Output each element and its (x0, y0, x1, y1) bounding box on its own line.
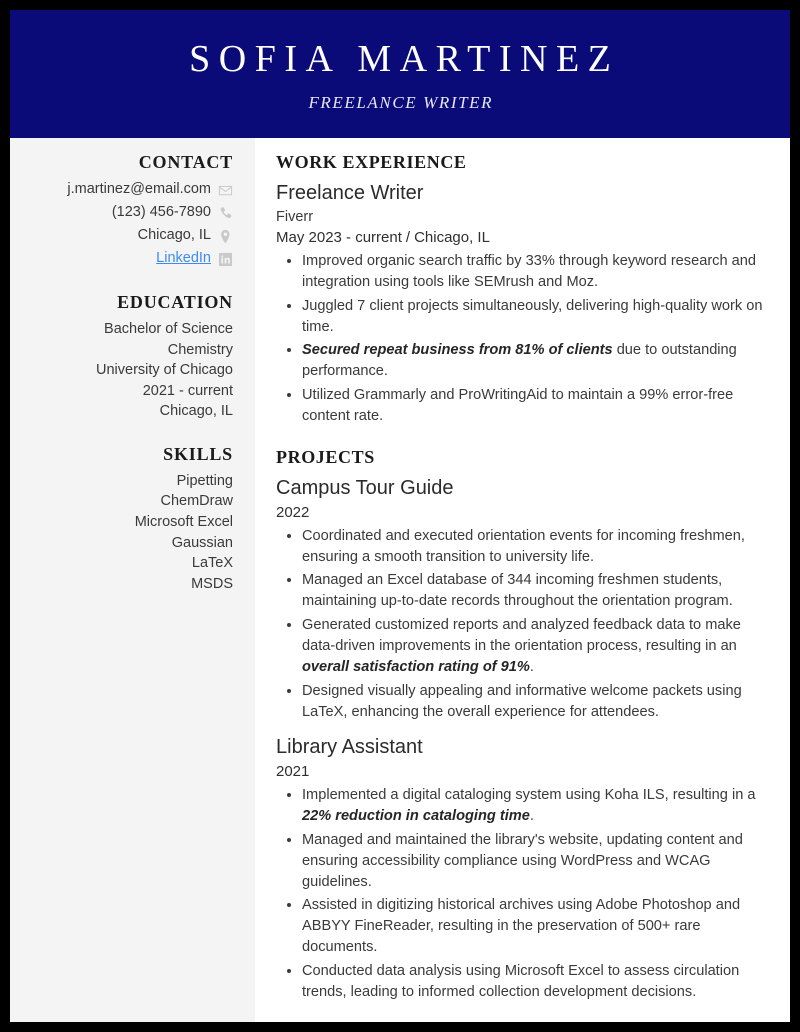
phone-icon (218, 206, 233, 221)
education-heading: EDUCATION (117, 292, 233, 312)
bullet-text: Managed and maintained the library's website, updating content and ensuring accessibility compliance using WordPress and WCAG guidelines. (302, 831, 743, 890)
work-experience-section (276, 152, 766, 427)
bullet-item (302, 895, 766, 958)
candidate-name: SOFIA MARTINEZ (189, 37, 620, 80)
bullet-item (302, 570, 766, 612)
entry-dates-location (276, 502, 766, 524)
skills-section (22, 444, 233, 594)
entry-dates: 2021 (276, 763, 310, 781)
bullet-text: Implemented a digital cataloging system using Koha ILS, resulting in a (302, 787, 756, 804)
contact-heading: CONTACT (138, 152, 233, 172)
sidebar (10, 138, 255, 1022)
resume-header (10, 10, 790, 138)
bullet-highlight: overall satisfaction rating of 91% (302, 658, 530, 675)
contact-value: Chicago, IL (137, 227, 211, 244)
envelope-icon (218, 183, 233, 198)
education-list (22, 319, 233, 422)
skills-list (22, 471, 233, 594)
entry-bullet-list (276, 785, 766, 1003)
entry-separator: / (405, 229, 411, 247)
bullet-text-tail: due to outstanding performance. (302, 342, 737, 380)
entry-company: Fiverr (276, 209, 314, 225)
bullet-text-tail: . (529, 808, 534, 825)
contact-item[interactable] (22, 248, 233, 270)
bullet-item (302, 615, 766, 678)
contact-item[interactable] (22, 225, 233, 247)
bullet-text: Conducted data analysis using Microsoft Excel to assess circulation trends, leading to informed collection development decisions. (302, 963, 740, 1000)
work-experience-heading: WORK EXPERIENCE (276, 152, 467, 172)
entry-title: Library Assistant (276, 736, 423, 759)
skill-item: Gaussian (171, 534, 233, 551)
bullet-text: Coordinated and executed orientation events for incoming freshmen, ensuring a smooth transition to university life. (302, 527, 745, 565)
bullet-highlight: Secured repeat business from 81% of clients (302, 342, 613, 359)
contact-item[interactable] (22, 202, 233, 224)
bullet-item (302, 340, 766, 382)
experience-entry (276, 475, 766, 722)
bullet-highlight: 22% reduction in cataloging time (302, 808, 530, 825)
location-pin-icon (218, 229, 233, 244)
bullet-text-tail: . (529, 658, 534, 675)
linkedin-icon (218, 252, 233, 267)
education-line: Chemistry (167, 341, 233, 358)
resume-page (10, 10, 790, 1022)
entry-dates: 2022 (276, 503, 310, 521)
skill-item: Microsoft Excel (134, 514, 233, 531)
entry-dates-location (276, 761, 766, 783)
bullet-text: Assisted in digitizing historical archives using Adobe Photoshop and ABBYY FineReader, resulting in the preservation of 500+ rare documents. (302, 897, 741, 956)
projects-entries (276, 475, 766, 1003)
bullet-text: Generated customized reports and analyzed feedback data to make data-driven improvements in the orientation process, resulting in an (302, 617, 741, 654)
contact-item[interactable] (22, 179, 233, 201)
bullet-text: Utilized Grammarly and ProWritingAid to maintain a 99% error-free content rate. (302, 387, 734, 425)
contact-value: j.martinez@email.com (67, 181, 211, 198)
bullet-text: Managed an Excel database of 344 incoming freshmen students, maintaining up-to-date records throughout the orientation program. (302, 572, 733, 610)
bullet-text: Designed visually appealing and informative welcome packets using LaTeX, enhancing the overall experience for attendees. (302, 682, 742, 720)
entry-location: Chicago, IL (414, 229, 490, 247)
contact-link[interactable]: LinkedIn (156, 250, 211, 267)
skills-heading: SKILLS (163, 443, 233, 464)
entry-bullet-list (276, 251, 766, 427)
bullet-item (302, 251, 766, 293)
bullet-item (302, 830, 766, 893)
experience-entry (276, 180, 766, 427)
skill-item: ChemDraw (160, 493, 233, 510)
education-line: Chicago, IL (159, 403, 233, 420)
entry-title: Freelance Writer (276, 182, 424, 204)
bullet-item (302, 681, 766, 723)
projects-section (276, 447, 766, 1003)
contact-value: (123) 456-7890 (111, 204, 211, 221)
bullet-item (302, 785, 766, 827)
education-line: 2021 - current (142, 382, 233, 399)
skill-item: Pipetting (176, 472, 233, 489)
resume-body (10, 138, 790, 1022)
entry-dates-location (276, 227, 766, 249)
education-section (22, 292, 233, 422)
projects-heading: PROJECTS (276, 446, 375, 467)
entry-dates: May 2023 - current (276, 229, 402, 247)
skill-item: LaTeX (191, 555, 233, 572)
education-line: Bachelor of Science (104, 321, 233, 337)
entry-title: Campus Tour Guide (276, 476, 454, 499)
bullet-item (302, 526, 766, 568)
contact-list (22, 179, 233, 270)
candidate-job-title: FREELANCE WRITER (308, 93, 494, 113)
education-line: University of Chicago (96, 362, 233, 379)
bullet-item (302, 961, 766, 1003)
entry-bullet-list (276, 526, 766, 723)
bullet-text: Juggled 7 client projects simultaneously, delivering high-quality work on time. (302, 297, 763, 335)
bullet-text: Improved organic search traffic by 33% through keyword research and integration using tools like SEMrush and Moz. (302, 253, 756, 290)
bullet-item (302, 385, 766, 427)
experience-entry (276, 734, 766, 1002)
contact-section (22, 152, 233, 270)
bullet-item (302, 296, 766, 338)
skill-item: MSDS (191, 575, 233, 592)
work-experience-entries (276, 180, 766, 427)
main-column (255, 138, 790, 1022)
